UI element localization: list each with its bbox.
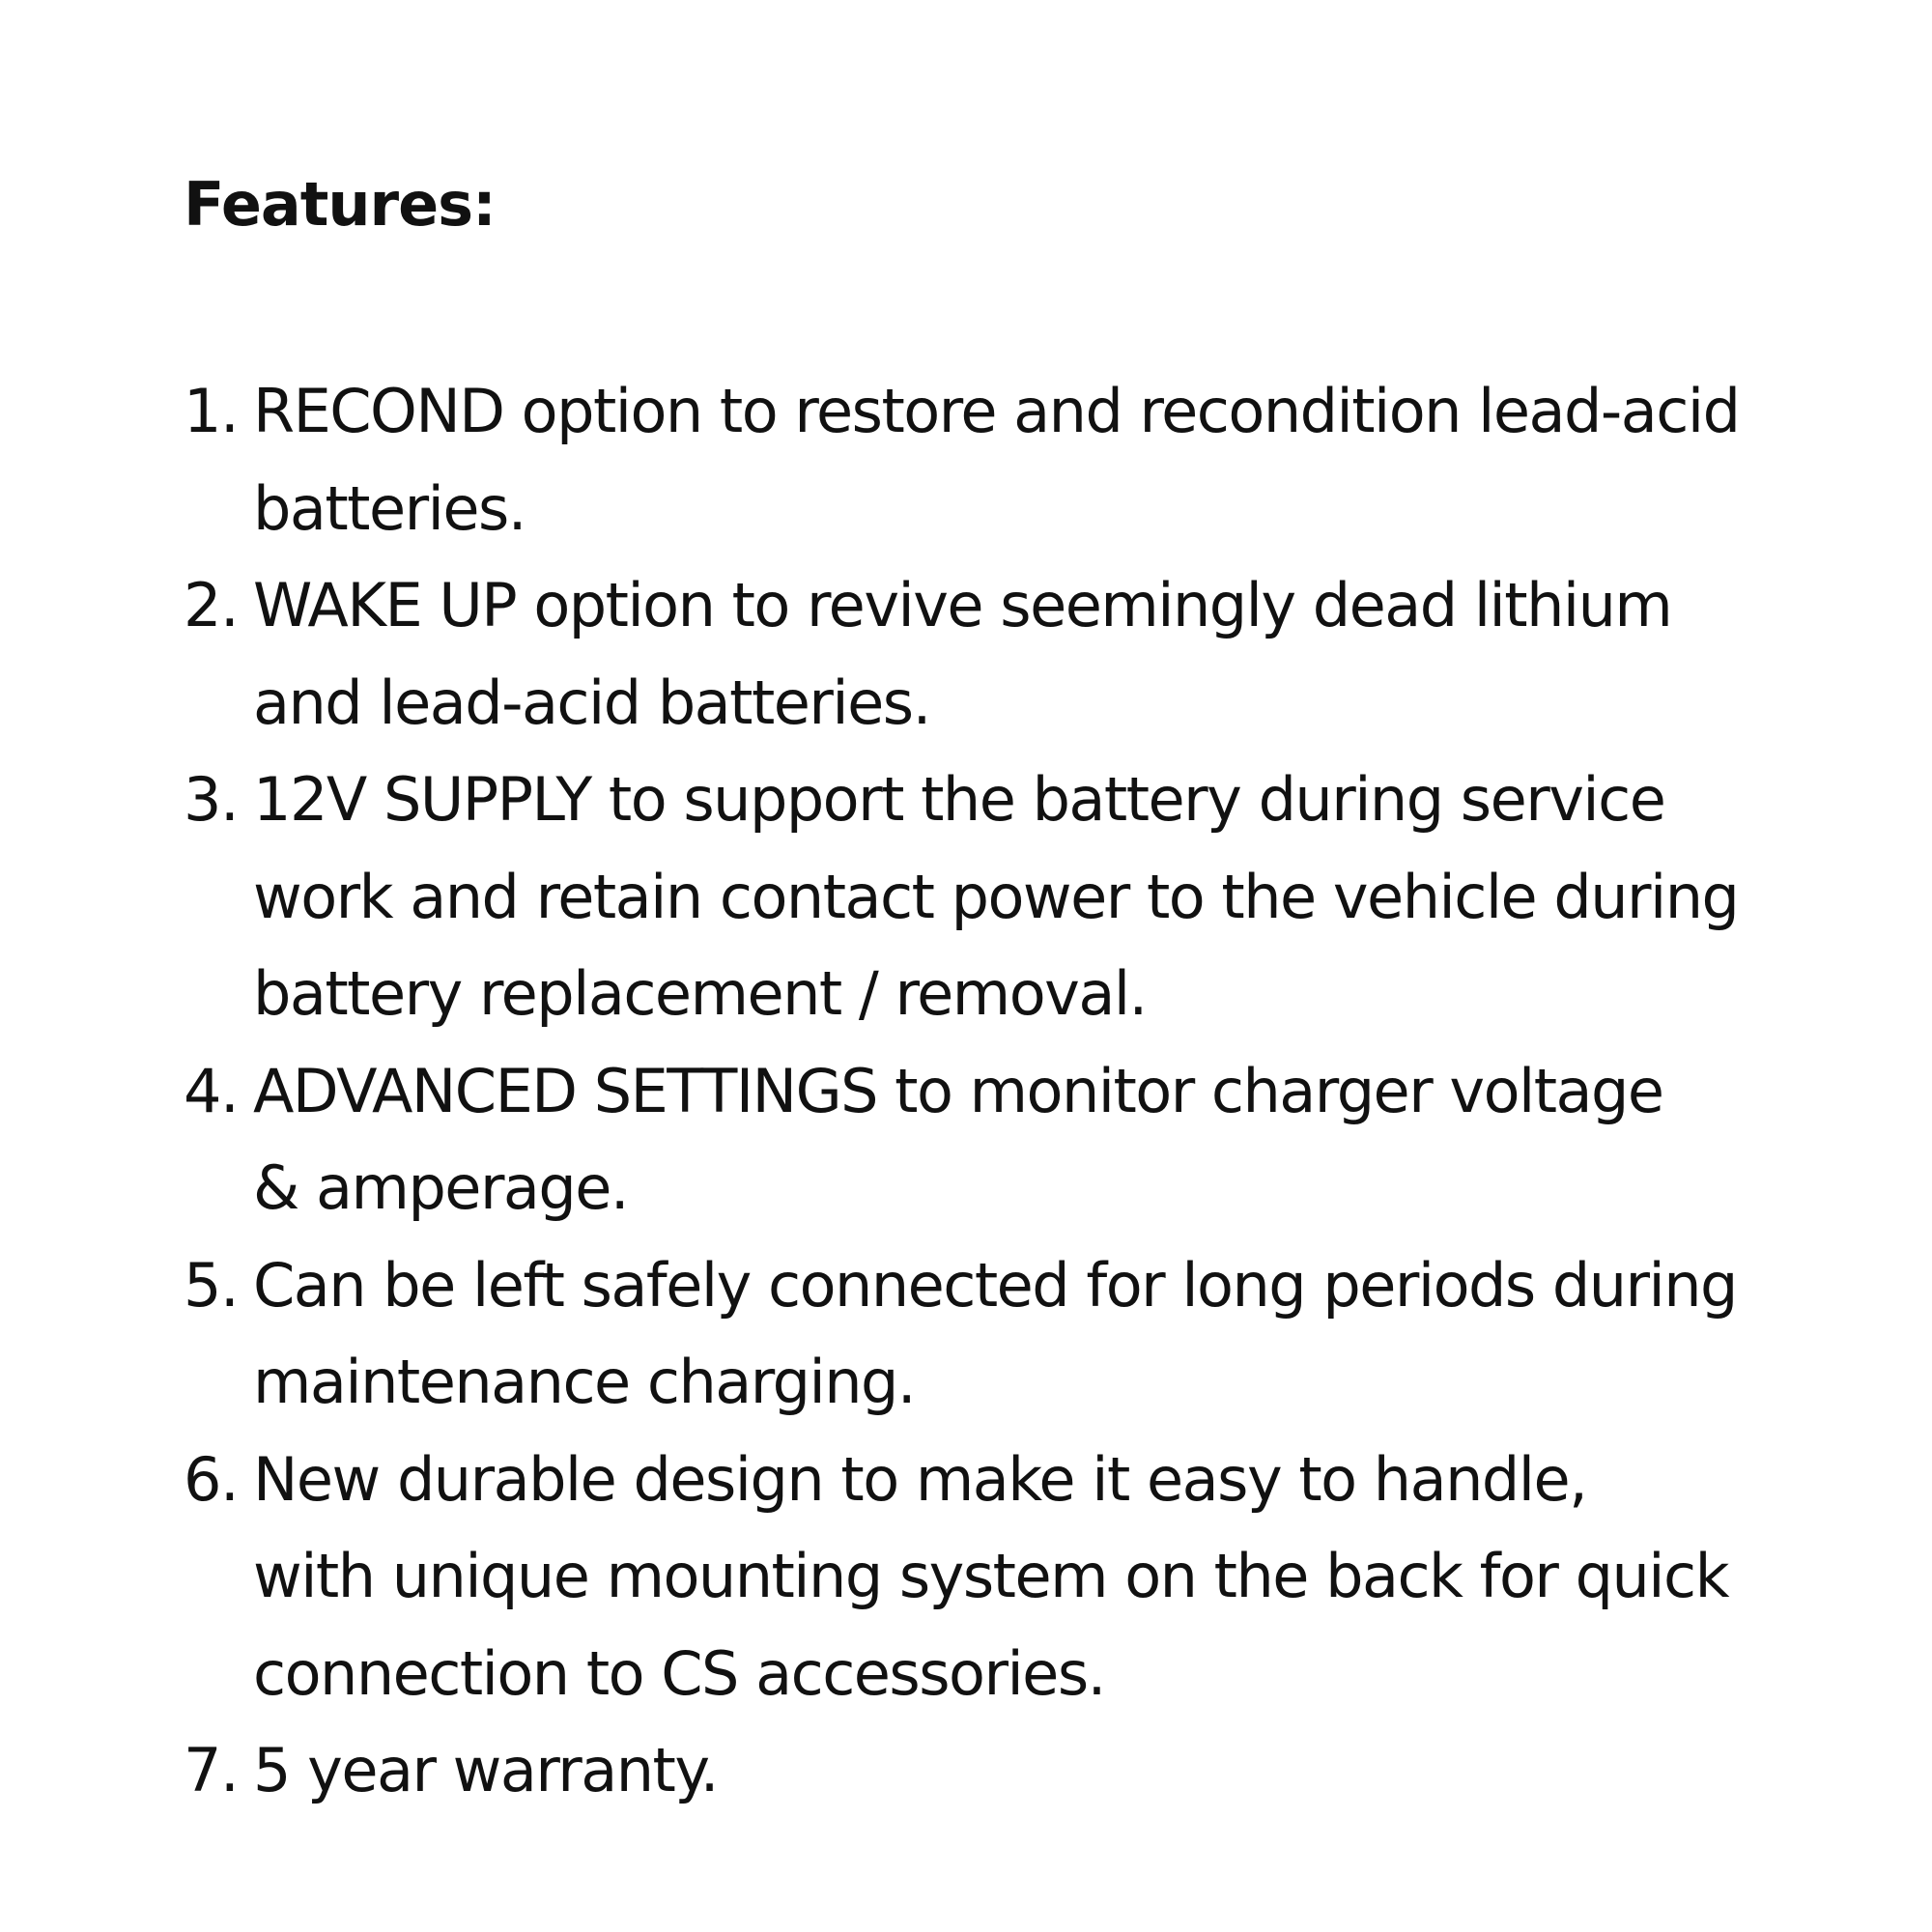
feature-line: work and retain contact power to the vehicle during [253,861,1739,932]
feature-item-3 [184,752,1806,1043]
feature-line: connection to CS accessories. [253,1637,1105,1709]
feature-line: ADVANCED SETTINGS to monitor charger voltage [253,1055,1663,1126]
feature-line: & amperage. [253,1152,629,1223]
feature-text [253,1237,1806,1432]
feature-item-6 [184,1432,1806,1723]
feature-number: 4. [184,1055,239,1126]
feature-text [253,363,1806,557]
features-heading: Features: [184,169,496,240]
feature-text [253,1043,1806,1237]
feature-line: New durable design to make it easy to handle, [253,1443,1587,1515]
feature-text [253,1722,1806,1820]
feature-list [184,363,1806,1820]
feature-number: 5. [184,1249,239,1321]
feature-number: 3. [184,764,239,835]
feature-number: 1. [184,376,239,446]
feature-item-5 [184,1237,1806,1432]
feature-item-2 [184,557,1806,752]
feature-line: and lead-acid batteries. [253,667,930,738]
feature-text [253,1432,1806,1723]
feature-line: WAKE UP option to revive seemingly dead lithium [253,570,1672,640]
feature-line: Can be left safely connected for long periods during [253,1249,1737,1321]
feature-line: maintenance charging. [253,1347,916,1417]
feature-line: 5 year warranty. [253,1735,718,1805]
feature-number: 7. [184,1735,239,1805]
feature-text [253,557,1806,752]
feature-line: batteries. [253,472,526,544]
feature-text [253,752,1806,1043]
feature-number: 6. [184,1443,239,1515]
feature-line: 12V SUPPLY to support the battery during service [253,764,1665,835]
feature-line: with unique mounting system on the back for quick [253,1541,1728,1611]
feature-number: 2. [184,570,239,640]
feature-item-4 [184,1043,1806,1237]
feature-item-7 [184,1722,1806,1820]
feature-line: battery replacement / removal. [253,958,1147,1029]
feature-line: RECOND option to restore and recondition lead-acid [253,376,1740,446]
feature-item-1 [184,363,1806,557]
